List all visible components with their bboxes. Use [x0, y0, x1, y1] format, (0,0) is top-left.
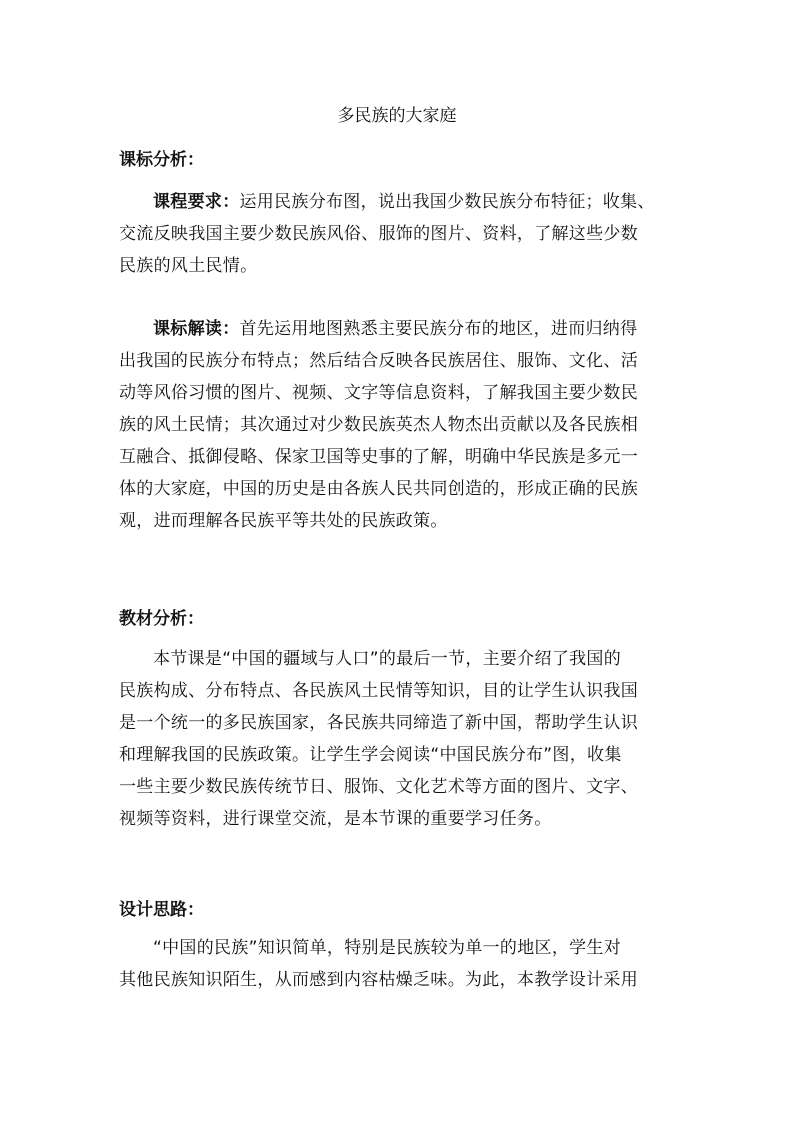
paragraph-line: 民族构成、分布特点、各民族风土民情等知识，目的让学生认识我国 — [119, 681, 638, 701]
paragraph-line: 民族的风土民情。 — [119, 256, 258, 276]
paragraph-line — [119, 313, 679, 345]
paragraph-line: 其他民族知识陌生，从而感到内容枯燥乏味。为此，本教学设计采用 — [119, 970, 638, 990]
paragraph-textbook-analysis — [119, 643, 679, 835]
paragraph-line: 出我国的民族分布特点；然后结合反映各民族居住、服饰、文化、活 — [119, 351, 638, 371]
paragraph-line: 动等风俗习惯的图片、视频、文字等信息资料，了解我国主要少数民 — [119, 383, 638, 403]
paragraph-line: 本节课是“中国的疆域与人口”的最后一节，主要介绍了我国的 — [153, 649, 622, 669]
paragraph-lead: 课程要求： — [153, 192, 240, 212]
paragraph-line: 交流反映我国主要少数民族风俗、服饰的图片、资料，了解这些少数 — [119, 224, 638, 244]
paragraph-line: “中国的民族”知识简单，特别是民族较为单一的地区，学生对 — [153, 938, 622, 958]
paragraph-design-approach — [119, 932, 679, 996]
section-heading-textbook-analysis: 教材分析： — [119, 609, 204, 629]
line-text: 运用民族分布图，说出我国少数民族分布特征；收集、 — [239, 192, 655, 212]
paragraph-line: 族的风土民情；其次通过对少数民族英杰人物杰出贡献以及各民族相 — [119, 415, 638, 435]
paragraph-lead: 课标解读： — [153, 319, 240, 339]
line-text: 首先运用地图熟悉主要民族分布的地区，进而归纳得 — [239, 319, 638, 339]
paragraph-course-requirements — [119, 186, 679, 282]
paragraph-curriculum-interpretation — [119, 313, 679, 537]
paragraph-line: 观，进而理解各民族平等共处的民族政策。 — [119, 511, 448, 531]
paragraph-line: 体的大家庭，中国的历史是由各族人民共同创造的，形成正确的民族 — [119, 479, 638, 499]
paragraph-line: 一些主要少数民族传统节日、服饰、文化艺术等方面的图片、文字、 — [119, 777, 638, 797]
paragraph-line — [119, 186, 679, 218]
paragraph-line: 是一个统一的多民族国家，各民族共同缔造了新中国，帮助学生认识 — [119, 713, 638, 733]
section-heading-curriculum-analysis: 课标分析： — [119, 150, 204, 170]
paragraph-line: 视频等资料，进行课堂交流，是本节课的重要学习任务。 — [119, 809, 552, 829]
document-title: 多民族的大家庭 — [337, 106, 457, 126]
paragraph-line: 和理解我国的民族政策。让学生学会阅读“中国民族分布”图，收集 — [119, 745, 622, 765]
section-heading-design-approach: 设计思路： — [119, 900, 204, 920]
paragraph-line: 互融合、抵御侵略、保家卫国等史事的了解，明确中华民族是多元一 — [119, 447, 638, 467]
